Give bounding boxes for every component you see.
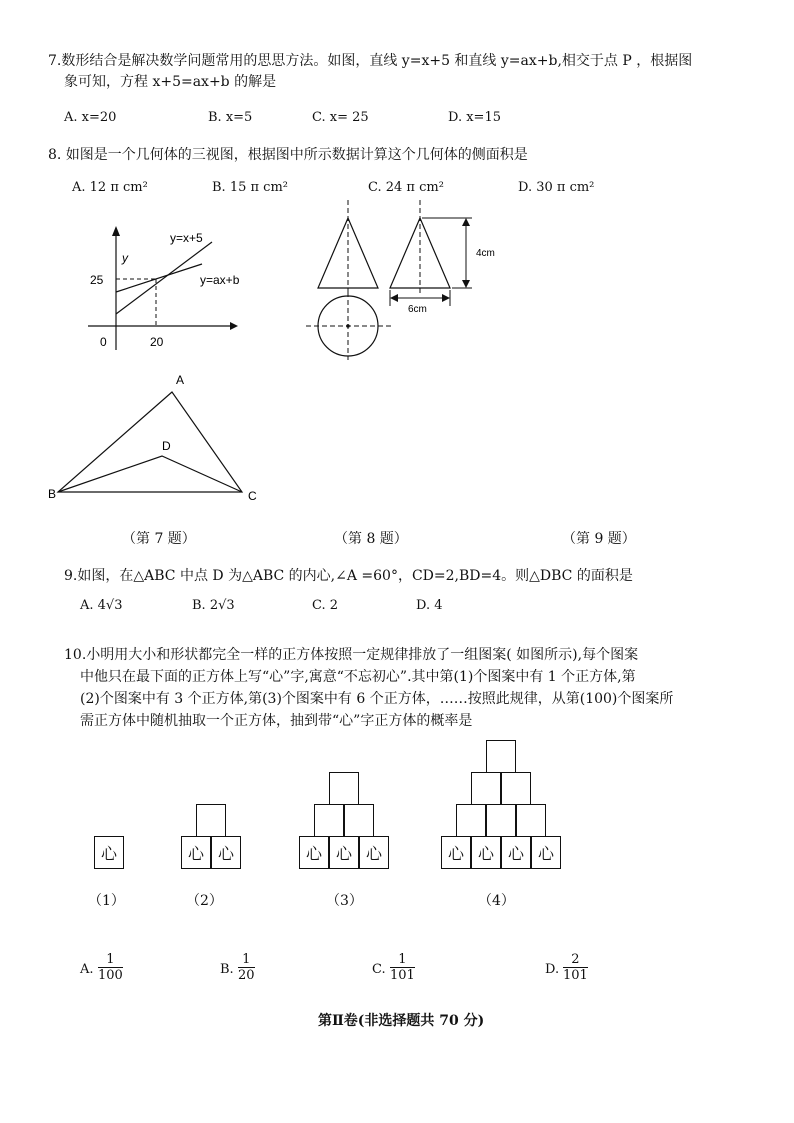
pattern4-cube [471,772,501,805]
fig9-label-a: A [176,373,185,387]
pattern4-cube [501,772,531,805]
fig9-triangle-abc [58,392,242,492]
fig9-label-d: D [162,439,171,453]
q10-option-c-letter: C. [372,962,386,977]
q10-option-c-den: 101 [390,968,415,983]
q10-option-d-den: 101 [563,968,588,983]
pattern4-cube [486,804,516,837]
pattern4-cube [486,740,516,773]
q8-option-c: C. 24 π cm² [368,180,444,195]
q7-text-line2: 象可知，方程 x+5=ax+b 的解是 [64,74,277,90]
fig7-x-arrow [230,322,238,330]
fig7-label-line2: y=ax+b [200,273,240,287]
pattern4-heart-cube: 心 [471,836,501,869]
q10-text-line1: 10.小明用大小和形状都完全一样的正方体按照一定规律排放了一组图案( 如图所示),每个图案 [64,647,639,663]
pattern-label-1: （1） [88,893,125,909]
pattern2-heart-cube: 心 [181,836,211,869]
fig7-origin: 0 [100,335,107,349]
q10-option-c-num: 1 [398,952,407,967]
q10-option-c-fraction [390,952,415,983]
fig8-height-label: 4cm [476,248,495,259]
q7-option-a: A. x=20 [64,110,117,125]
q10-option-b-num: 1 [242,952,251,967]
q10-option-b-fraction [238,952,255,983]
caption-fig8: （第 8 题） [334,531,408,547]
q10-text-line4: 需正方体中随机抽取一个正方体，抽到带“心”字正方体的概率是 [80,713,473,729]
pattern3-cube [329,772,359,805]
q9-option-a: A. 4√3 [80,598,123,613]
pattern4-cube [456,804,486,837]
fig7-y-label: y [122,251,128,265]
q8-text-line1: 8. 如图是一个几何体的三视图，根据图中所示数据计算这个几何体的侧面积是 [48,147,528,163]
pattern4-heart-cube: 心 [531,836,561,869]
fig7-x-tick: 20 [150,335,164,349]
q7-text-line1: 7.数形结合是解决数学问题常用的思思方法。如图，直线 y=x+5 和直线 y=ax+b,相交于点 P ，根据图 [48,53,693,69]
fig9-triangle [44,370,270,506]
fig9-label-c: C [248,489,257,503]
pattern2-cube [196,804,226,837]
fig9-label-b: B [48,487,57,501]
pattern3-cube [344,804,374,837]
fig8-top-center [346,324,350,328]
pattern4-cube [516,804,546,837]
q9-option-c: C. 2 [312,598,339,613]
fig8-three-views [300,196,510,366]
fig7-y-arrow [112,226,120,236]
pattern1-heart-cube: 心 [94,836,124,869]
pattern4-heart-cube: 心 [441,836,471,869]
q8-option-b: B. 15 π cm² [212,180,288,195]
q8-option-d: D. 30 π cm² [518,180,595,195]
pattern3-heart-cube: 心 [299,836,329,869]
pattern3-cube [314,804,344,837]
pattern-label-2: （2） [186,893,223,909]
pattern3-heart-cube: 心 [359,836,389,869]
section-title: 第Ⅱ卷(非选择题共 70 分) [318,1013,485,1029]
fig7-line-x-plus-5 [116,242,212,314]
q8-option-a: A. 12 π cm² [72,180,148,195]
q10-option-a-num: 1 [106,952,115,967]
q7-option-c: C. x= 25 [312,110,369,125]
fig7-line-ax-plus-b [116,264,202,292]
pattern3-heart-cube: 心 [329,836,359,869]
fig7-graph [80,222,240,352]
q10-text-line2: 中他只在最下面的正方体上写“心”字,寓意“不忘初心”.其中第(1)个图案中有 1 个正方体,第 [80,669,636,685]
q9-option-d: D. 4 [416,598,443,613]
q9-option-b: B. 2√3 [192,598,235,613]
q10-option-a-fraction [98,952,123,983]
q7-option-d: D. x=15 [448,110,501,125]
fig8-width-label: 6cm [408,304,427,315]
q7-option-b: B. x=5 [208,110,253,125]
q10-option-d-fraction [563,952,588,983]
fig7-y-tick: 25 [90,273,104,287]
q10-option-b-letter: B. [220,962,234,977]
fig9-lines-bd-dc [58,456,242,492]
q10-option-d-num: 2 [571,952,580,967]
q10-option-a-den: 100 [98,968,123,983]
pattern2-heart-cube: 心 [211,836,241,869]
q9-text-line1: 9.如图，在△ABC 中点 D 为△ABC 的内心,∠A =60°，CD=2,BD=4。则△DBC 的面积是 [64,568,633,584]
pattern-label-3: （3） [326,893,363,909]
q10-text-line3: (2)个图案中有 3 个正方体,第(3)个图案中有 6 个正方体，……按照此规律，从第(100)个图案所 [80,691,674,707]
caption-fig9: （第 9 题） [562,531,636,547]
fig7-label-line1: y=x+5 [170,231,203,245]
q10-option-a-letter: A. [80,962,94,977]
caption-fig7: （第 7 题） [122,531,196,547]
q10-option-d-letter: D. [545,962,560,977]
q10-option-b-den: 20 [238,968,255,983]
pattern-label-4: （4） [478,893,515,909]
pattern4-heart-cube: 心 [501,836,531,869]
